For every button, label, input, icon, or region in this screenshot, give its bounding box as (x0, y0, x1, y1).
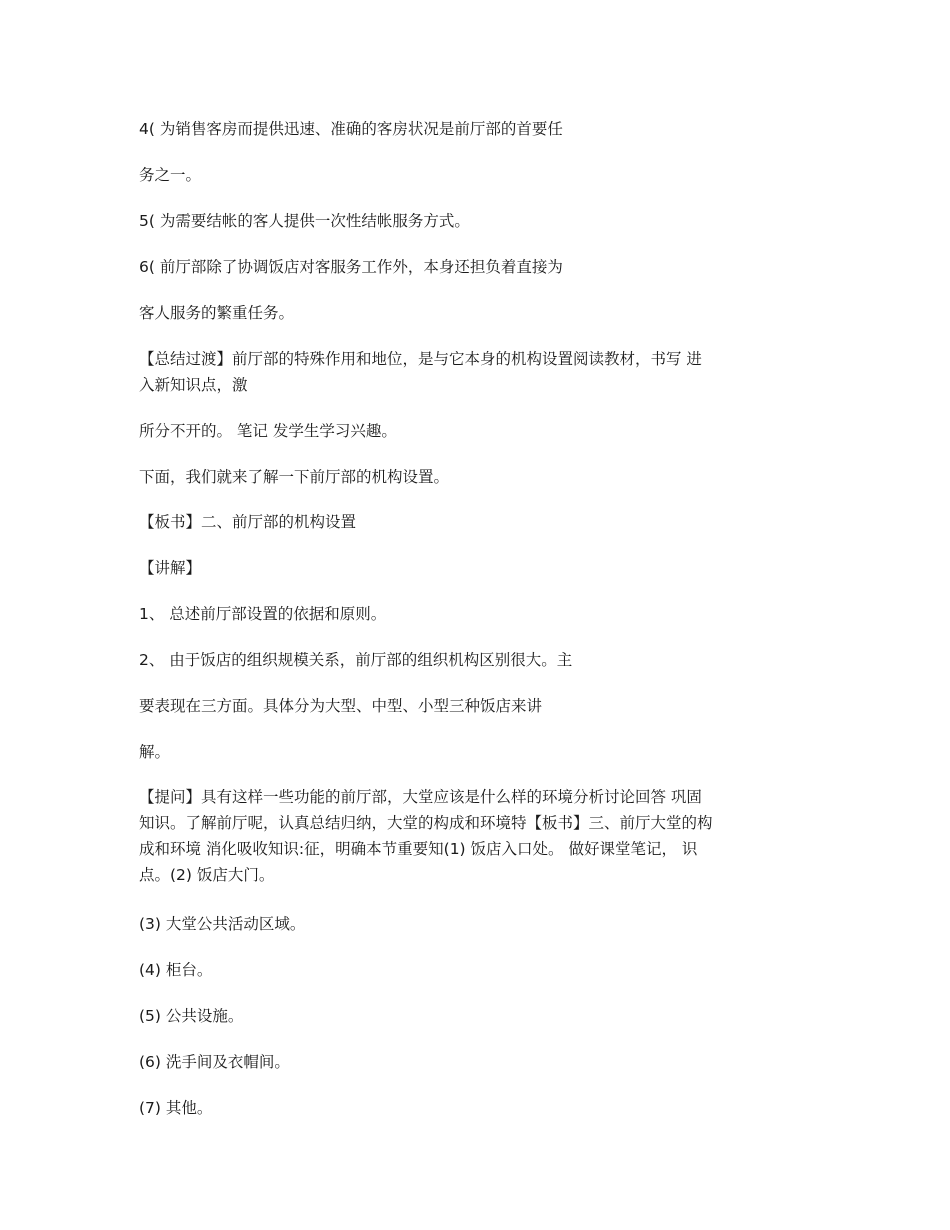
summary-paragraph (139, 346, 819, 398)
section-heading: 【板书】二、前厅部的机构设置 (139, 513, 357, 531)
question-line: 成和环境 消化吸收知识:征，明确本节重要知(1) 饭店入口处。 做好课堂笔记， 识 (139, 840, 698, 858)
text-line: 4( 为销售客房而提供迅速、准确的客房状况是前厅部的首要任 (139, 120, 563, 138)
text-line: 解。 (139, 743, 171, 761)
list-item: (3) 大堂公共活动区域。 (139, 915, 306, 933)
text-line: 下面，我们就来了解一下前厅部的机构设置。 (139, 468, 450, 486)
text-line: 2、 由于饭店的组织规模关系，前厅部的组织机构区别很大。主 (139, 651, 573, 669)
summary-line: 【总结过渡】前厅部的特殊作用和地位，是与它本身的机构设置阅读教材，书写 进 (139, 350, 702, 368)
list-item: (4) 柜台。 (139, 961, 213, 979)
text-line: 要表现在三方面。具体分为大型、中型、小型三种饭店来讲 (139, 697, 543, 715)
text-line: 客人服务的繁重任务。 (139, 304, 295, 322)
question-line: 点。(2) 饭店大门。 (139, 866, 275, 884)
label-line: 【讲解】 (139, 559, 202, 577)
text-line: 所分不开的。 笔记 发学生学习兴趣。 (139, 422, 397, 440)
text-line: 务之一。 (139, 166, 202, 184)
summary-line: 入新知识点，激 (139, 376, 248, 394)
question-paragraph (139, 784, 819, 888)
list-item: (7) 其他。 (139, 1099, 213, 1117)
text-line: 5( 为需要结帐的客人提供一次性结帐服务方式。 (139, 212, 470, 230)
question-line: 【提问】具有这样一些功能的前厅部，大堂应该是什么样的环境分析讨论回答 巩固 (139, 788, 702, 806)
list-item: (6) 洗手间及衣帽间。 (139, 1053, 290, 1071)
text-line: 6( 前厅部除了协调饭店对客服务工作外，本身还担负着直接为 (139, 258, 563, 276)
text-line: 1、 总述前厅部设置的依据和原则。 (139, 605, 387, 623)
list-item: (5) 公共设施。 (139, 1007, 244, 1025)
question-line: 知识。了解前厅呢，认真总结归纳，大堂的构成和环境特【板书】三、前厅大堂的构 (139, 814, 713, 832)
